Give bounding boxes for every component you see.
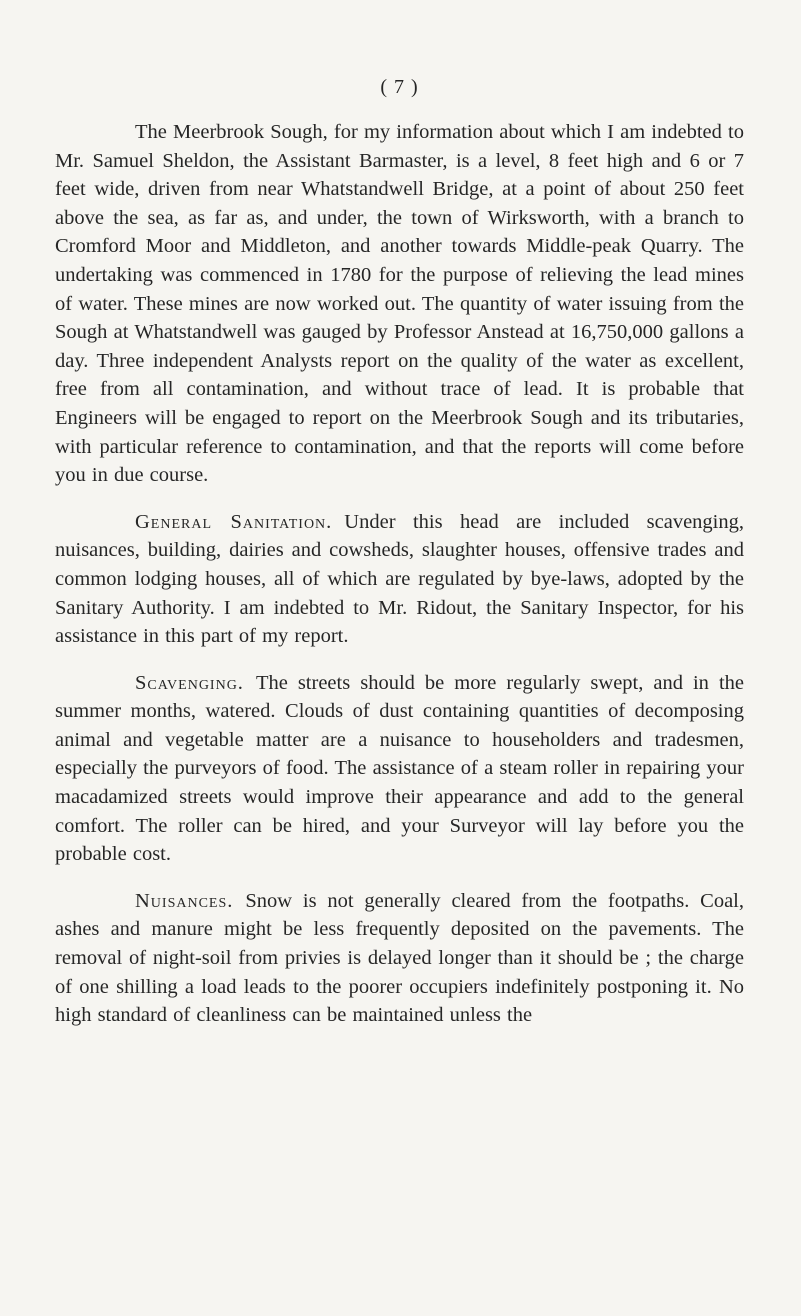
paragraph-text: The streets should be more regularly swept, and in the summer months, watered. Clouds of dust containing quantities of decomposing animal and vegetable matter are a nuisance to householders and tradesmen, especially the purveyors of food. The assistance of a steam roller in repairing your macadamized streets would improve their appearance and add to the general comfort. The roller can be hired, and your Surveyor will lay before you the probable cost. [55,671,744,866]
page-number: ( 7 ) [380,76,419,98]
paragraph-text: Under this head are included scavenging, nuisances, building, dairies and cowsheds, slaughter houses, offensive trades and common lodging houses, all of which are regulated by bye-laws, adopted by the Sanitary Authority. I am indebted to Mr. Ridout, the Sanitary Inspector, for his assistance in this part of my report. [55,510,744,648]
section-heading-nuisances: Nuisances. [135,889,234,912]
paragraph-nuisances [55,887,744,1030]
section-heading-scavenging: Scavenging. [135,671,244,694]
paragraph-general-sanitation [55,508,744,651]
paragraph-scavenging [55,669,744,869]
paragraph-meerbrook-sough [55,118,744,490]
paragraph-text: The Meerbrook Sough, for my information about which I am indebted to Mr. Samuel Sheldon, the Assistant Barmaster, is a level, 8 feet high and 6 or 7 feet wide, driven from near Whatstandwell Bridge, at a point of about 250 feet above the sea, as far as, and under, the town of Wirksworth, with a branch to Cromford Moor and Middleton, and another towards Middle-peak Quarry. The undertaking was commenced in 1780 for the purpose of relieving the lead mines of water. These mines are now worked out. The quantity of water issuing from the Sough at Whatstandwell was gauged by Professor Anstead at 16,750,000 gallons a day. Three independent Analysts report on the quality of the water as excellent, free from all contamination, and without trace of lead. It is probable that Engineers will be engaged to report on the Meerbrook Sough and its tributaries, with particular reference to contamination, and that the reports will come before you in due course. [55,121,744,487]
section-heading-general-sanitation: General Sanitation. [135,510,333,533]
paragraph-text: Snow is not generally cleared from the footpaths. Coal, ashes and manure might be less frequently deposited on the pavements. The removal of night-soil from privies is delayed longer than it should be ; the charge of one shilling a load leads to the poorer occupiers indefinitely postponing it. No high standard of cleanliness can be maintained unless the [55,889,744,1027]
